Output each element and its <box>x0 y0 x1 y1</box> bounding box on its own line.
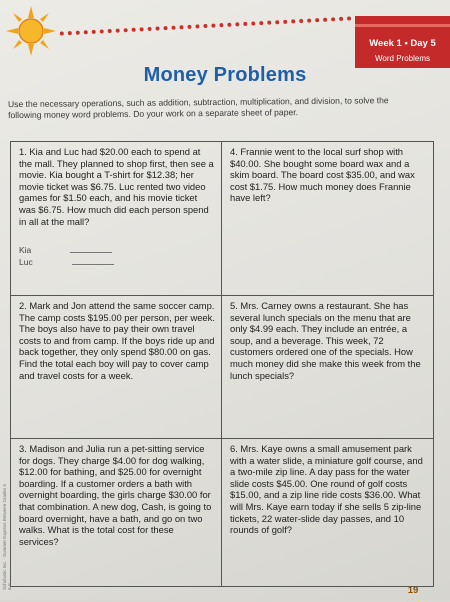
problem-3-cell <box>11 439 222 586</box>
badge-week-label: Week 1 • Day 5 <box>369 38 436 49</box>
kia-answer-label: Kia <box>19 245 32 256</box>
sun-icon <box>6 6 56 56</box>
problem-1-cell <box>11 142 222 296</box>
page-title: Money Problems <box>143 64 307 86</box>
problem-6-text: 6. Mrs. Kaye owns a small amusement park with a water slide, a miniature golf course, and a two-mile zip line. A day pass for the water slide costs $45.00. One round of golf costs $15.00, and a zip line ride costs $36.00. What will Mrs. Kaye earn today if she sells 5 zip-line tickets, 22 water-slide day passes, and 10 rounds of golf? <box>230 443 423 536</box>
kia-answer-blank[interactable] <box>70 252 112 253</box>
problem-5-text: 5. Mrs. Carney owns a restaurant. She has several lunch specials on the menu that are only $4.99 each. They include an entrée, a soup, and a beverage. This week, 72 customers ordered one of the specials. How much money did she make this week from the lunch specials? <box>230 300 421 381</box>
problem-grid <box>10 141 434 587</box>
problem-2-text: 2. Mark and Jon attend the same soccer camp. The camp costs $195.00 per person, per week. The boys also have to pay their own travel costs to and from camp. If the boys ride up and back together, they only spend $80.00 on gas. Find the total each boy will pay to cover camp and travel costs for a week. <box>19 300 215 381</box>
decorative-dotted-line <box>60 16 353 49</box>
week-day-badge <box>355 16 450 68</box>
problem-6-cell <box>222 439 433 586</box>
luc-answer-label: Luc <box>19 256 33 267</box>
problem-4-text: 4. Frannie went to the local surf shop with $40.00. She bought some board wax and a skim board. The board cost $35.00, and wax cost $1.75. How much money does Frannie have left? <box>230 146 415 204</box>
answer-lines <box>19 245 215 268</box>
luc-answer-blank[interactable] <box>72 264 114 265</box>
problem-4-cell <box>222 142 433 296</box>
page-number <box>400 582 426 600</box>
problem-2-cell <box>11 296 222 439</box>
problem-5-cell <box>222 296 433 439</box>
badge-subject-label: Word Problems <box>375 53 430 63</box>
problem-1-text: 1. Kia and Luc had $20.00 each to spend at the mall. They planned to shop first, then see a movie. Kia bought a T-shirt for $12.38; her movie ticket was $6.75. Luc rented two video games for $1.50 each, and his movie ticket was $6.75. How much did each person spend in all at the mall? <box>19 146 214 227</box>
instructions-text: Use the necessary operations, such as addition, subtraction, multiplication, and division, to solve the following money word problems. Do your work on a separate sheet of paper. <box>7 95 389 121</box>
page-number-text: 19 <box>407 585 419 596</box>
badge-stripe <box>355 24 450 27</box>
problem-3-text: 3. Madison and Julia run a pet-sitting service for dogs. They charge $4.00 for dog walking, $12.00 for bathing, and $25.00 for overnight boarding. If a customer orders a bath with overnight boarding, the girls charge $30.00 for that combination. A new dog, Cash, is going to board overnight, have a bath, and go on two walks. What is the total cost for these services? <box>19 443 212 547</box>
side-credit-text: Scholastic Inc. · Summer Express Between Grades 5 & 6 <box>2 483 12 590</box>
